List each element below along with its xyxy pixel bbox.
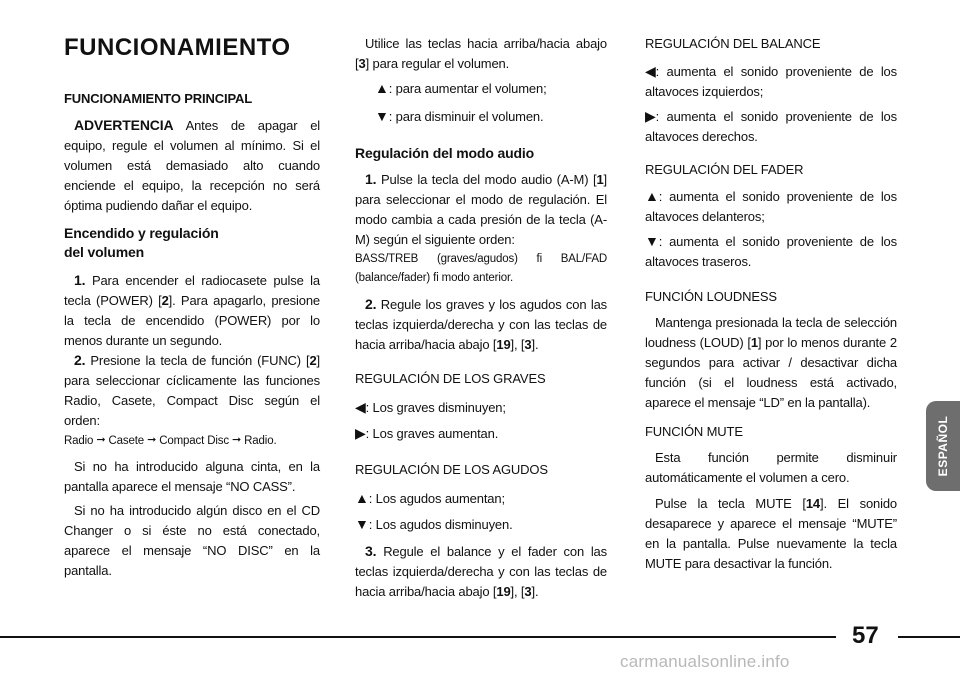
key-ref: 19	[496, 584, 511, 599]
graves-down-line: ◀: Los graves disminuyen;	[355, 399, 506, 415]
audio-step-3: 3. Regule el balance y el fader con las teclas izquierda/derecha y con las teclas de hacia arriba/hacia abajo [19], [3].	[355, 543, 607, 599]
warning-paragraph	[64, 115, 320, 216]
agudos-heading: REGULACIÓN DE LOS AGUDOS	[355, 462, 548, 477]
key-ref: 3	[524, 337, 532, 352]
fader-down-line: ▼: aumenta el sonido proveniente de los altavoces traseros.	[645, 233, 897, 269]
arrow-right-icon: ➞	[232, 434, 242, 446]
mute-paragraph-1: Esta función permite disminuir automáticamente el volumen a cero.	[645, 450, 897, 485]
watermark: carmanualsonline.info	[620, 652, 790, 671]
graves-up-line: ▶: Los graves aumentan.	[355, 425, 499, 441]
key-ref: 2	[309, 353, 317, 368]
step-2: 2. Presione la tecla de función (FUNC) [2] para seleccionar cíclicamente las funciones Radio, Casete, Compact Disc según el orden:	[64, 352, 320, 428]
balance-left-line: ◀: aumenta el sonido proveniente de los altavoces izquierdos;	[645, 63, 897, 99]
triangle-down-icon: ▼	[645, 233, 659, 249]
volume-up-line: ▲: para aumentar el volumen;	[355, 78, 607, 99]
volume-paragraph: Utilice las teclas hacia arriba/hacia abajo [3] para regular el volumen.	[355, 36, 607, 71]
footer-rule-left	[0, 636, 836, 638]
key-ref: 1	[750, 335, 758, 350]
loudness-heading: FUNCIÓN LOUDNESS	[645, 289, 777, 304]
triangle-right-icon: ▶	[645, 108, 656, 124]
function-order: Radio ➞ Casete ➞ Compact Disc ➞ Radio.	[64, 431, 320, 451]
step-number: 1.	[365, 171, 377, 187]
fader-up-line: ▲: aumenta el sonido proveniente de los altavoces delanteros;	[645, 188, 897, 224]
mute-paragraph-2: Pulse la tecla MUTE [14]. El sonido desaparece y aparece el mensaje “MUTE” en la pantalla. Pulse nuevamente la tecla MUTE para desactivar la función.	[645, 496, 898, 571]
arrow-right-icon: ➞	[147, 434, 157, 446]
power-heading: Encendido y regulación del volumen	[64, 225, 219, 260]
key-ref: 14	[805, 496, 820, 511]
step-1: 1. Para encender el radiocasete pulse la tecla (POWER) [2]. Para apagarlo, presione la tecla de encendido (POWER) por lo menos durante un segundo.	[64, 272, 321, 348]
volume-down-line: ▼: para disminuir el volumen.	[355, 106, 607, 127]
no-disc-paragraph: Si no ha introducido algún disco en el CD Changer o si éste no está conectado, aparece el mensaje “NO DISC” en la pantalla.	[64, 503, 320, 578]
no-cass-paragraph: Si no ha introducido alguna cinta, en la pantalla aparece el mensaje “NO CASS”.	[64, 459, 320, 494]
arrow-right-icon: ➞	[96, 434, 106, 446]
audio-step-2: 2. Regule los graves y los agudos con las teclas izquierda/derecha y con las teclas de hacia arriba/hacia abajo [19], [3].	[355, 296, 607, 352]
mute-heading: FUNCIÓN MUTE	[645, 424, 743, 439]
warning-text: Antes de apagar el equipo, regule el volumen al mínimo. Si el volumen está demasiado alto cuando enciende el equipo, la recepción no será óptima pudiendo dañar el equipo.	[64, 118, 321, 213]
key-ref: 3	[524, 584, 532, 599]
key-ref: 1	[596, 172, 604, 187]
loudness-paragraph: Mantenga presionada la tecla de selección loudness (LOUD) [1] por lo menos durante 2 segundos para activar / desactivar dicha función (si el loudness está activado, aparece el mensaje “LD” en la pantalla).	[645, 315, 897, 410]
triangle-down-icon: ▼	[355, 516, 369, 532]
fader-heading: REGULACIÓN DEL FADER	[645, 162, 804, 177]
warning-label: ADVERTENCIA	[74, 117, 174, 133]
step-number: 2.	[74, 352, 86, 368]
step-number: 2.	[365, 296, 377, 312]
key-ref: 3	[358, 56, 366, 71]
language-tab	[926, 401, 960, 491]
footer-rule-right	[898, 636, 960, 638]
key-ref: 2	[161, 293, 169, 308]
step-number: 3.	[365, 543, 377, 559]
key-ref: 19	[496, 337, 511, 352]
graves-heading: REGULACIÓN DE LOS GRAVES	[355, 371, 546, 386]
page-title: FUNCIONAMIENTO	[64, 34, 291, 61]
triangle-up-icon: ▲	[645, 188, 659, 204]
triangle-up-icon: ▲	[375, 80, 389, 96]
triangle-right-icon: ▶	[355, 425, 366, 441]
agudos-up-line: ▲: Los agudos aumentan;	[355, 490, 505, 506]
audio-step-1: 1. Pulse la tecla del modo audio (A-M) [1] para seleccionar el modo de regulación. El modo cambia a cada presión de la tecla (A-M) según el siguiente orden:	[355, 171, 607, 247]
audio-order: BASS/TREB (graves/agudos) fi BAL/FAD (balance/fader) fi modo anterior.	[355, 253, 607, 284]
step-number: 1.	[74, 272, 86, 288]
language-tab-label: ESPAÑOL	[936, 415, 950, 477]
triangle-left-icon: ◀	[355, 399, 366, 415]
audio-heading: Regulación del modo audio	[355, 145, 535, 161]
triangle-up-icon: ▲	[355, 490, 369, 506]
triangle-left-icon: ◀	[645, 63, 656, 79]
page-number: 57	[852, 622, 879, 649]
balance-heading: REGULACIÓN DEL BALANCE	[645, 36, 821, 51]
agudos-down-line: ▼: Los agudos disminuyen.	[355, 516, 513, 532]
section-heading: FUNCIONAMIENTO PRINCIPAL	[64, 91, 253, 106]
triangle-down-icon: ▼	[375, 108, 389, 124]
balance-right-line: ▶: aumenta el sonido proveniente de los altavoces derechos.	[645, 108, 897, 144]
